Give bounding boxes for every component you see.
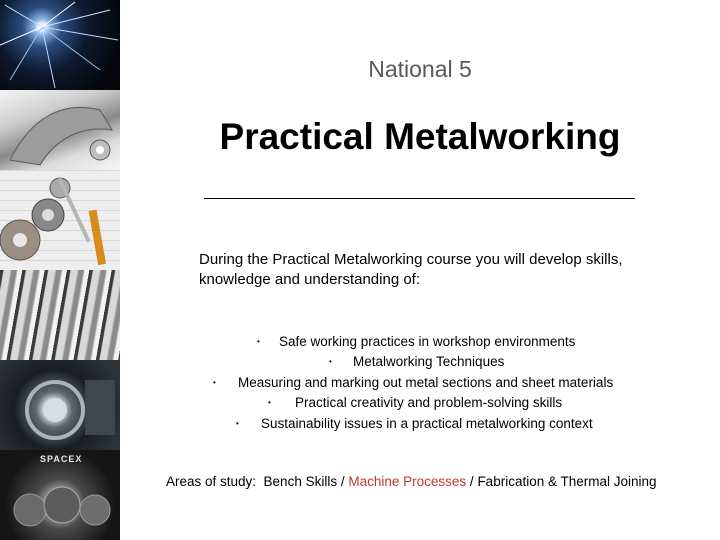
page-title: Practical Metalworking [219, 116, 621, 157]
lathe-machine-image [0, 360, 120, 450]
sparks-graphic [0, 0, 120, 90]
list-item [329, 352, 504, 373]
list-item [213, 373, 613, 394]
areas-of-study [166, 474, 706, 489]
list-item-text: Sustainability issues in a practical metalworking context [261, 416, 593, 431]
areas-label: Areas of study: [166, 474, 264, 489]
gears-and-tools-image [0, 170, 120, 270]
rocket-engine-image [0, 450, 120, 540]
list-item-text: Practical creativity and problem-solving skills [295, 395, 563, 410]
cast-metal-part-image [0, 90, 120, 170]
welding-sparks-image [0, 0, 120, 90]
bullet-icon: • [257, 337, 260, 346]
bullet-icon: • [236, 419, 239, 428]
list-item-text: Metalworking Techniques [353, 354, 505, 369]
title-divider [204, 198, 635, 199]
area-fabrication-thermal-joining: Fabrication & Thermal Joining [477, 474, 657, 489]
list-item-text: Measuring and marking out metal sections and sheet materials [238, 375, 614, 390]
list-item [257, 332, 575, 353]
course-level-subtitle: National 5 [368, 56, 472, 82]
steel-bars-image [0, 270, 120, 360]
list-item [236, 414, 593, 435]
area-machine-processes: Machine Processes [348, 474, 467, 489]
bullet-icon: • [268, 398, 271, 407]
area-separator: / [466, 474, 478, 489]
area-bench-skills: Bench Skills [263, 474, 338, 489]
intro-text: During the Practical Metalworking course you will develop skills, knowledge and understanding of: [199, 251, 623, 288]
image-strip [0, 0, 120, 540]
spacex-logo: SPACEX [40, 454, 83, 464]
area-separator: / [337, 474, 349, 489]
bullet-icon: • [329, 357, 332, 366]
bullet-icon: • [213, 378, 216, 387]
list-item [268, 393, 562, 414]
list-item-text: Safe working practices in workshop environments [279, 334, 576, 349]
